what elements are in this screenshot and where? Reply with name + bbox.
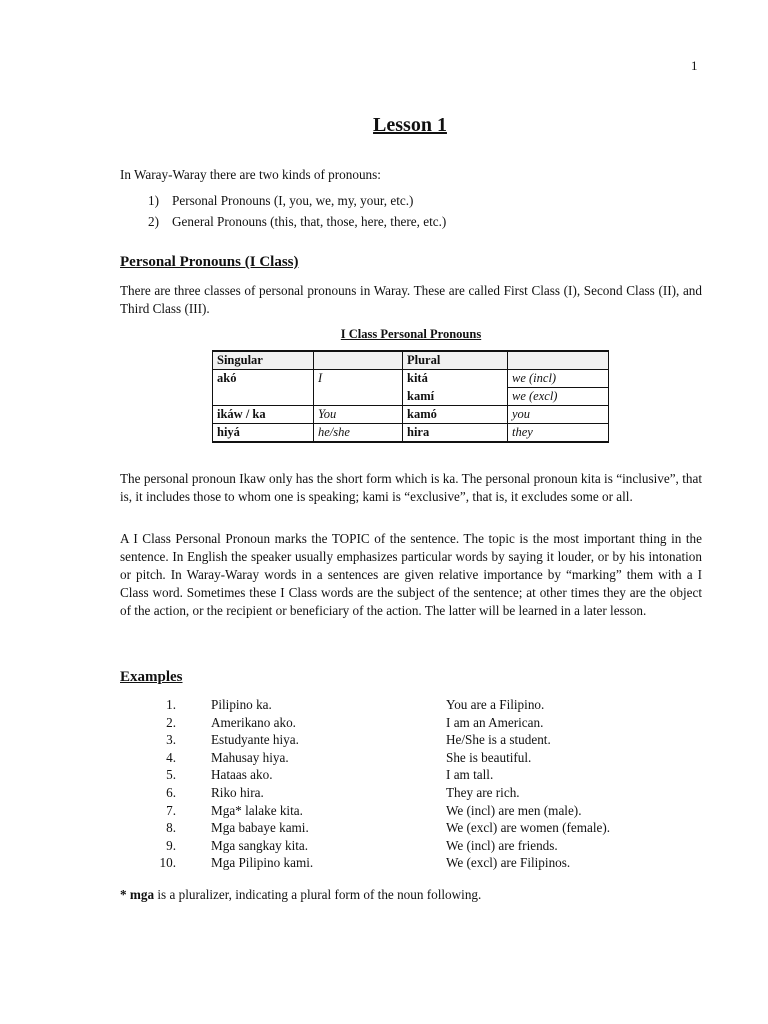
table-row: [213, 370, 609, 388]
table-row: [213, 424, 609, 443]
example-number: 10.: [159, 855, 176, 871]
page-title: Lesson 1: [373, 114, 447, 136]
example-number: 9.: [166, 837, 176, 853]
cell-singular-waray: [213, 388, 314, 406]
example-english: We (incl) are friends.: [446, 837, 558, 853]
cell-singular-english: I: [314, 370, 403, 388]
footnote-marker: *: [120, 887, 130, 902]
footnote-term: mga: [129, 887, 155, 902]
example-english: You are a Filipino.: [446, 697, 545, 712]
example-english: They are rich.: [446, 784, 520, 800]
cell-singular-english: he/she: [314, 424, 403, 443]
example-waray: Hataas ako.: [211, 767, 273, 783]
table-header-row: [213, 351, 609, 370]
cell-singular-waray: hiyá: [213, 424, 314, 443]
example-waray: Mga sangkay kita.: [211, 837, 309, 853]
header-blank: [314, 351, 403, 370]
cell-singular-english: [314, 388, 403, 406]
list-item: [148, 190, 446, 211]
list-number: 1): [148, 193, 159, 208]
header-singular: Singular: [213, 351, 314, 370]
example-english: She is beautiful.: [446, 749, 532, 765]
list-item: [148, 211, 446, 232]
table-row: [213, 388, 609, 406]
cell-plural-waray: kitá: [403, 370, 508, 388]
example-waray: Mga* lalake kita.: [211, 802, 303, 818]
cell-plural-english: they: [508, 424, 609, 443]
example-number: 5.: [166, 767, 176, 783]
example-number: 6.: [166, 784, 176, 800]
cell-plural-waray: kamó: [403, 406, 508, 424]
list-number: 2): [148, 214, 159, 229]
cell-plural-english: we (incl): [508, 370, 609, 388]
example-waray: Amerikano ako.: [211, 714, 296, 730]
example-number: 7.: [166, 802, 176, 818]
cell-plural-english: you: [508, 406, 609, 424]
header-blank: [508, 351, 609, 370]
list-text: Personal Pronouns (I, you, we, my, your, etc.): [172, 193, 414, 208]
cell-singular-english: You: [314, 406, 403, 424]
example-english: I am an American.: [446, 714, 544, 730]
example-english: He/She is a student.: [446, 732, 551, 748]
example-waray: Mga Pilipino kami.: [211, 855, 314, 871]
paragraph-classes: There are three classes of personal pronouns in Waray. These are called First Class (I), Second Class (II), and Third Class (III).: [120, 283, 702, 316]
table-caption: I Class Personal Pronouns: [340, 327, 482, 341]
example-english: We (incl) are men (male).: [446, 802, 582, 818]
example-english: I am tall.: [446, 767, 494, 783]
example-waray: Mahusay hiya.: [211, 749, 289, 765]
page-number: 1: [691, 58, 698, 73]
example-waray: Pilipino ka.: [211, 697, 272, 712]
example-number: 4.: [166, 749, 176, 765]
paragraph-ikaw-kita: The personal pronoun Ikaw only has the short form which is ka. The personal pronoun kita is “inclusive”, that is, it includes those to whom one is speaking; kami is “exclusive”, that is, it excludes some or all.: [120, 471, 702, 504]
table-row: [213, 406, 609, 424]
paragraph-topic: A I Class Personal Pronoun marks the TOPIC of the sentence. The topic is the most important thing in the sentence. In English the speaker usually emphasizes particular words by saying it louder, or by his intonation or pitch. In Waray-Waray words in a sentences are given relative importance by “marking” them with a I Class word. Sometimes these I Class words are the subject of the sentence; at other times they are the object of the action, or the recipient or beneficiary of the action. The latter will be learned in a later lesson.: [120, 531, 702, 618]
example-waray: Riko hira.: [211, 784, 264, 800]
footnote-text: is a pluralizer, indicating a plural form of the noun following.: [154, 887, 482, 902]
example-number: 2.: [166, 714, 176, 730]
example-english: We (excl) are women (female).: [446, 820, 611, 836]
pronoun-table: [212, 350, 609, 443]
pronoun-kinds-list: [148, 190, 446, 232]
cell-plural-waray: hira: [403, 424, 508, 443]
header-plural: Plural: [403, 351, 508, 370]
example-number: 8.: [166, 820, 176, 836]
example-waray: Mga babaye kami.: [211, 820, 309, 836]
cell-singular-waray: akó: [213, 370, 314, 388]
example-number: 3.: [166, 732, 176, 748]
section-heading-personal-pronouns: Personal Pronouns (I Class): [120, 254, 299, 270]
cell-plural-english: we (excl): [508, 388, 609, 406]
example-waray: Estudyante hiya.: [211, 732, 299, 748]
intro-paragraph: In Waray-Waray there are two kinds of pronouns:: [120, 167, 381, 182]
list-text: General Pronouns (this, that, those, here, there, etc.): [172, 214, 447, 229]
section-heading-examples: Examples: [120, 669, 183, 685]
footnote: [120, 887, 481, 903]
cell-singular-waray: ikáw / ka: [213, 406, 314, 424]
cell-plural-waray: kamí: [403, 388, 508, 406]
example-number: 1.: [166, 697, 176, 712]
example-english: We (excl) are Filipinos.: [446, 855, 571, 871]
